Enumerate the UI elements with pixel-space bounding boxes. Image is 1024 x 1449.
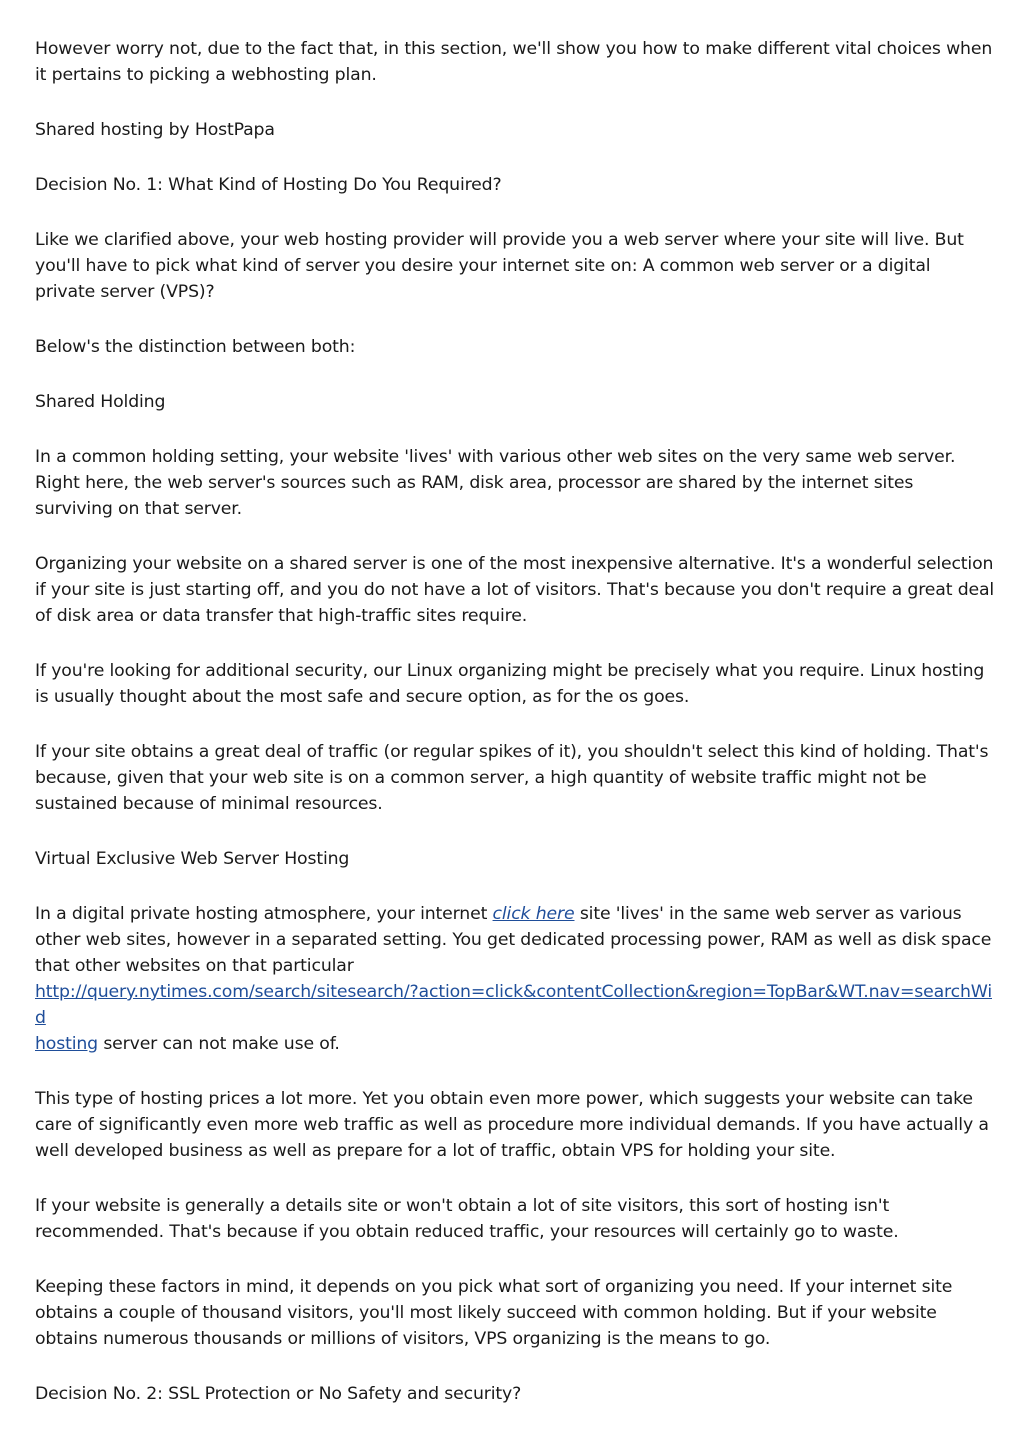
heading-virtual-exclusive: Virtual Exclusive Web Server Hosting [35,849,350,869]
vps-text-after-url: server can not make use of. [97,1034,340,1054]
click-here-link[interactable]: click here [492,904,575,924]
paragraph-vps-not-recommended: If your website is generally a details site or won't obtain a lot of site visitors, this sort of hosting isn't recommended. That's because if you obtain reduced traffic, your resources will certainly go to waste. [35,1196,899,1242]
paragraph-shared-inexpensive: Organizing your website on a shared server is one of the most inexpensive alternative. It's a wonderful selection if your site is just starting off, and you do not have a lot of visitors. That's because you don't require a great deal of disk area or data transfer that high-traffic sites require. [35,554,995,626]
paragraph-web-server-choice: Like we clarified above, your web hosting provider will provide you a web server where your site will live. But you'll have to pick what kind of server you desire your internet site on: A common web server or a digital private server (VPS)? [35,230,964,302]
vps-text-before-link: In a digital private hosting atmosphere, your internet [35,904,493,924]
paragraph-vps-description [35,901,995,1057]
paragraph-traffic-warning: If your site obtains a great deal of traffic (or regular spikes of it), you shouldn't select this kind of holding. That's because, given that your web site is on a common server, a high quantity of website traffic might not be sustained because of minimal resources. [35,742,989,814]
paragraph-distinction: Below's the distinction between both: [35,337,356,357]
paragraph-linux-security: If you're looking for additional security, our Linux organizing might be precisely what you require. Linux hosting is usually thought about the most safe and secure option, as for the os goes. [35,661,985,707]
url-line-1: http://query.nytimes.com/search/sitesearch/?action=click&contentCollection&region=TopBar&WT.nav=searchWid [35,982,992,1028]
heading-decision-2: Decision No. 2: SSL Protection or No Safety and security? [35,1384,522,1404]
heading-decision-1: Decision No. 1: What Kind of Hosting Do You Required? [35,175,502,195]
document-page [35,36,995,1436]
url-line-2: hosting [35,1034,98,1054]
paragraph-factors: Keeping these factors in mind, it depends on you pick what sort of organizing you need. If your internet site obtains a couple of thousand visitors, you'll most likely succeed with common holding. But if your website obtains numerous thousands or millions of visitors, VPS organizing is the means to go. [35,1277,953,1349]
paragraph-vps-cost: This type of hosting prices a lot more. Yet you obtain even more power, which suggests your website can take care of significantly even more web traffic as well as procedure more individual demands. If you have actually a well developed business as well as prepare for a lot of traffic, obtain VPS for holding your site. [35,1089,989,1161]
paragraph-shared-setting: In a common holding setting, your website 'lives' with various other web sites on the very same web server. Right here, the web server's sources such as RAM, disk area, processor are shared by the internet sites surviving on that server. [35,447,956,519]
paragraph-intro: However worry not, due to the fact that, in this section, we'll show you how to make different vital choices when it pertains to picking a webhosting plan. [35,39,993,85]
paragraph-shared-hosting-hostpapa: Shared hosting by HostPapa [35,120,275,140]
heading-shared-holding: Shared Holding [35,392,166,412]
vps-text-after-link: site 'lives' in the same web server as various other web sites, however in a separated setting. You get dedicated processing power, RAM as well as disk space that other websites on that particular [35,904,992,976]
